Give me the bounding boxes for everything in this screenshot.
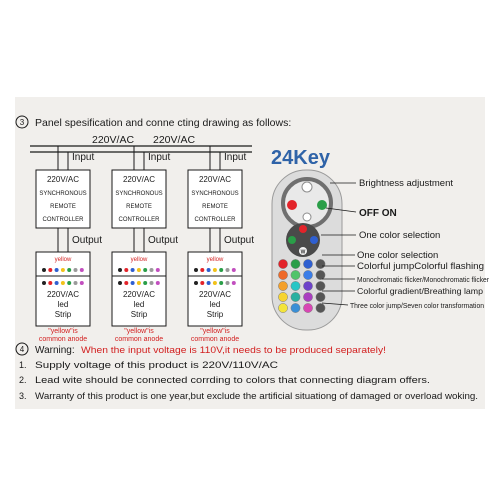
color-button	[316, 270, 325, 279]
pin-dot	[226, 268, 230, 272]
color-button	[303, 270, 312, 279]
pin-dot	[74, 268, 78, 272]
pin-dot	[131, 281, 135, 285]
notes-section	[16, 343, 478, 401]
output-label: Output	[148, 235, 179, 246]
controller-text-line: REMOTE	[50, 204, 76, 210]
pin-dot	[137, 281, 141, 285]
strip-text-line: led	[133, 300, 145, 309]
pin-dot	[194, 268, 198, 272]
callout-one-color-selection: One color selection	[359, 230, 441, 241]
pin-dot	[67, 268, 71, 272]
input-label: Input	[148, 152, 171, 163]
note-3-number: 3.	[19, 391, 27, 401]
pin-dot	[48, 281, 52, 285]
controller-text-line: 220V/AC	[122, 175, 156, 184]
anode-note: common anode	[190, 336, 240, 343]
connector-label: yellow	[130, 257, 148, 263]
strip-text-line: 220V/AC	[46, 290, 80, 299]
warning-prefix: Warning:	[35, 345, 75, 356]
controller-text-line: CONTROLLER	[194, 217, 236, 223]
note-2-text: Lead wite should be connected corrding to colors that connecting diagram offers.	[35, 375, 430, 385]
anode-note: common anode	[114, 336, 164, 343]
color-button	[316, 281, 325, 290]
anode-note: "yellow"is	[200, 328, 230, 335]
color-white-button-label: W	[300, 249, 306, 256]
color-button	[291, 292, 300, 301]
input-label: Input	[224, 152, 247, 163]
connector-label: yellow	[206, 257, 224, 263]
pin-dot	[143, 281, 147, 285]
color-blue-icon	[310, 236, 318, 244]
pin-dot	[61, 281, 65, 285]
remote-control	[272, 170, 342, 330]
remote-title: 24Key	[271, 147, 330, 169]
pin-dot	[67, 281, 71, 285]
pin-dot	[156, 281, 160, 285]
pin-dot	[118, 268, 122, 272]
color-button	[291, 259, 300, 268]
remote-callouts	[350, 178, 490, 310]
pin-dot	[118, 281, 122, 285]
warning-text: When the input voltage is 110V,it needs to be produced separately!	[81, 345, 386, 356]
controller-text-line: CONTROLLER	[42, 217, 84, 223]
pin-dot	[200, 268, 204, 272]
brightness-up-icon	[302, 182, 312, 192]
color-button	[303, 259, 312, 268]
pin-dot	[143, 268, 147, 272]
anode-note: common anode	[38, 336, 88, 343]
callout-monochromatic-flicker: Monochromatic flicker/Monochromatic flicker	[357, 277, 490, 284]
color-red-icon	[299, 225, 307, 233]
pin-dot	[124, 281, 128, 285]
supply-bus	[30, 146, 252, 152]
pin-dot	[219, 281, 223, 285]
wiring-unit-3	[188, 146, 254, 343]
output-label: Output	[224, 235, 255, 246]
pin-dot	[232, 281, 236, 285]
color-button	[291, 281, 300, 290]
pin-dot	[80, 281, 84, 285]
strip-text-line: Strip	[206, 310, 224, 319]
callout-brightness-adjustment: Brightness adjustment	[359, 178, 453, 189]
note-2-number: 2.	[19, 375, 27, 385]
wiring-unit-1	[36, 146, 102, 343]
color-button	[278, 270, 287, 279]
supply-label-right: 220V/AC	[153, 134, 196, 146]
note-1-text: Supply voltage of this product is 220V/110V/AC	[35, 360, 279, 370]
controller-text-line: 220V/AC	[46, 175, 80, 184]
pin-dot	[124, 268, 128, 272]
strip-text-line: Strip	[130, 310, 148, 319]
pin-dot	[194, 281, 198, 285]
callout-colorful-gradient: Colorful gradient/Breathing lamp	[357, 286, 484, 296]
section-title: Panel spesification and conne cting drawing as follows:	[35, 117, 292, 129]
color-button	[316, 292, 325, 301]
connector-box	[188, 252, 242, 276]
color-button	[291, 303, 300, 312]
wiring-unit-2	[112, 146, 178, 343]
controller-text-line: REMOTE	[126, 204, 152, 210]
pin-dot	[213, 268, 217, 272]
pin-dot	[55, 281, 59, 285]
callout-off-on: OFF ON	[359, 208, 397, 219]
output-label: Output	[72, 235, 103, 246]
strip-text-line: 220V/AC	[122, 290, 156, 299]
controller-text-line: REMOTE	[202, 204, 228, 210]
strip-text-line: 220V/AC	[198, 290, 232, 299]
pin-dot	[219, 268, 223, 272]
pin-dot	[207, 281, 211, 285]
color-button	[316, 259, 325, 268]
input-label: Input	[72, 152, 95, 163]
supply-label-left: 220V/AC	[92, 134, 135, 146]
controller-text-line: SYNCHRONOUS	[191, 191, 239, 197]
pin-dot	[150, 268, 154, 272]
color-button	[291, 270, 300, 279]
pin-dot	[137, 268, 141, 272]
note-3-text: Warranty of this product is one year,but exclude the artificial situationg of damaged or overload woking.	[35, 391, 478, 401]
color-button	[278, 292, 287, 301]
color-button	[278, 259, 287, 268]
section-header	[16, 116, 291, 129]
color-button	[303, 281, 312, 290]
pin-dot	[150, 281, 154, 285]
callout-three-color-jump: Three color jump/Seven color transformation	[350, 303, 485, 310]
connector-label: yellow	[54, 257, 72, 263]
callout-one-color-selection-2: One color selection	[357, 250, 439, 261]
controller-text-line: 220V/AC	[198, 175, 232, 184]
step-number: 3	[19, 118, 25, 127]
notes-step-number: 4	[19, 345, 25, 354]
color-button	[303, 303, 312, 312]
color-button	[278, 303, 287, 312]
note-1-number: 1.	[19, 360, 27, 370]
wiring-units	[36, 146, 254, 343]
pin-dot	[213, 281, 217, 285]
pin-dot	[200, 281, 204, 285]
pin-dot	[226, 281, 230, 285]
controller-text-line: CONTROLLER	[118, 217, 160, 223]
pin-dot	[42, 281, 46, 285]
color-green-icon	[288, 236, 296, 244]
power-off-icon	[287, 200, 297, 210]
pin-dot	[80, 268, 84, 272]
callout-colorful-jump: Colorful jumpColorful flashing	[357, 261, 484, 271]
strip-text-line: led	[209, 300, 221, 309]
pin-dot	[48, 268, 52, 272]
color-button	[316, 303, 325, 312]
pin-dot	[42, 268, 46, 272]
connector-box	[36, 252, 90, 276]
power-on-icon	[317, 200, 327, 210]
brightness-down-icon	[303, 213, 311, 221]
color-button	[278, 281, 287, 290]
connector-box	[112, 252, 166, 276]
anode-note: "yellow"is	[48, 328, 78, 335]
pin-dot	[232, 268, 236, 272]
controller-text-line: SYNCHRONOUS	[39, 191, 87, 197]
pin-dot	[131, 268, 135, 272]
controller-text-line: SYNCHRONOUS	[115, 191, 163, 197]
pin-dot	[55, 268, 59, 272]
color-button	[303, 292, 312, 301]
strip-text-line: led	[57, 300, 69, 309]
strip-text-line: Strip	[54, 310, 72, 319]
pin-dot	[74, 281, 78, 285]
pin-dot	[156, 268, 160, 272]
pin-dot	[207, 268, 211, 272]
anode-note: "yellow"is	[124, 328, 154, 335]
pin-dot	[61, 268, 65, 272]
